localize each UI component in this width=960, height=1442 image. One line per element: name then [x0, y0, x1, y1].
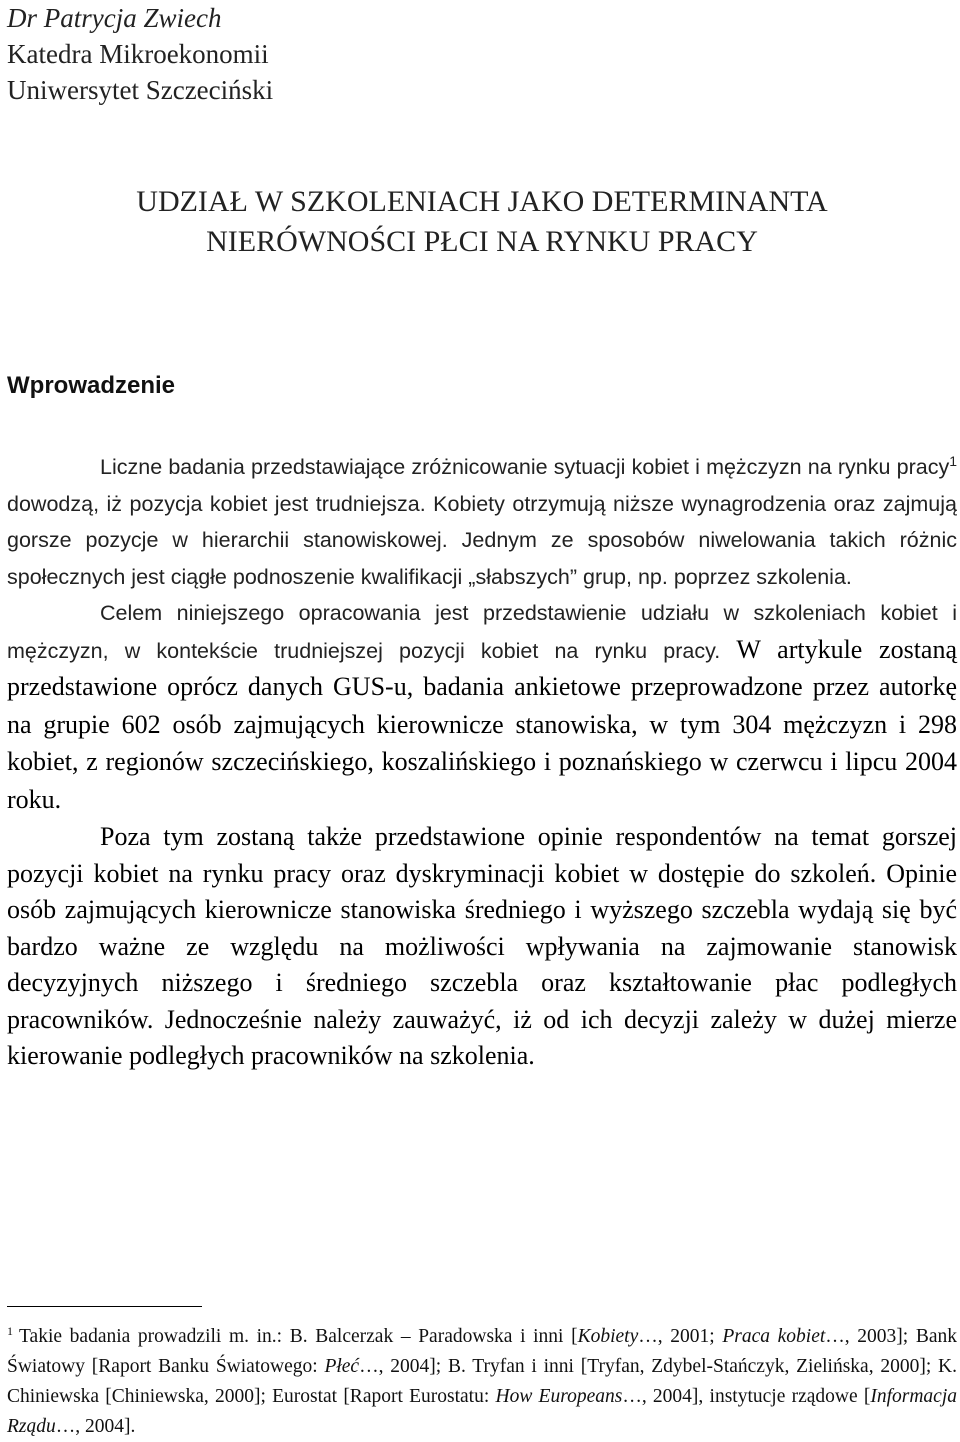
- department-name: Katedra Mikroekonomii: [7, 39, 269, 69]
- paper-title: [7, 182, 957, 262]
- body-text: [7, 449, 957, 1075]
- author-block: [7, 0, 957, 108]
- paragraph-2: [7, 595, 957, 819]
- footnote-divider: [7, 1306, 202, 1307]
- paper-title-line-2: NIERÓWNOŚCI PŁCI NA RYNKU PRACY: [206, 225, 758, 258]
- footnote-italic-1: Kobiety: [577, 1326, 639, 1347]
- footnote-text-3: …, 2003]; Bank Światowy [Raport Banku Światowego:: [7, 1326, 957, 1377]
- footnote-number: 1: [7, 1323, 13, 1338]
- footnote-reference: 1: [949, 452, 957, 469]
- footnote-text-4: …, 2004]; B. Tryfan i inni [Tryfan, Zdybel-Stańczyk, Zielińska, 2000]; K. Chiniewska [Chiniewska, 2000]; Eurostat [Raport Eurostatu:: [7, 1356, 958, 1407]
- footnote-italic-2: Praca kobiet: [722, 1326, 826, 1347]
- footnote-italic-3: Płeć: [324, 1356, 360, 1377]
- paper-title-line-1: UDZIAŁ W SZKOLENIACH JAKO DETERMINANTA: [136, 185, 828, 218]
- footnote-italic-4: How Europeans: [495, 1386, 623, 1407]
- paragraph-1-part-b: dowodzą, iż pozycja kobiet jest trudniejsza. Kobiety otrzymują niższe wynagrodzenia oraz zajmują gorsze pozycje w hierarchii stanowiskowej. Jednym ze sposobów niwelowania takich różnic społecznych jest ciągłe podnoszenie kwalifikacji „słabszych” grup, np. poprzez szkolenia.: [7, 491, 957, 589]
- author-name: Dr Patrycja Zwiech: [7, 3, 222, 33]
- paragraph-2-part-b: W artykule zostaną przedstawione oprócz danych GUS-u, badania ankietowe przeprowadzone przez autorkę na grupie 602 osób zajmujących kierownicze stanowiska, w tym 304 mężczyzn i 298 kobiet, z regionów szczecińskiego, koszalińskiego i poznańskiego w czerwcu i lipcu 2004 roku.: [7, 634, 958, 814]
- section-heading: Wprowadzenie: [7, 372, 176, 399]
- footnote-text-1: Takie badania prowadzili m. in.: B. Balcerzak – Paradowska i inni [: [19, 1326, 578, 1347]
- footnote-text-6: …, 2004].: [55, 1416, 136, 1437]
- paragraph-2-part-a: Celem niniejszego opracowania jest przedstawienie udziału w szkoleniach kobiet i mężczyzn, w kontekście trudniejszej pozycji kobiet na rynku pracy.: [7, 601, 957, 663]
- footnote-text-5: …, 2004], instytucje rządowe [: [622, 1386, 871, 1407]
- university-name: Uniwersytet Szczeciński: [7, 75, 274, 105]
- paragraph-1: [7, 449, 957, 595]
- footnote-text-2: …, 2001;: [638, 1326, 723, 1347]
- footnote-italic-5: Informacja Rządu: [7, 1386, 957, 1437]
- paragraph-1-part-a: Liczne badania przedstawiające zróżnicowanie sytuacji kobiet i mężczyzn na rynku pracy: [100, 455, 950, 479]
- document-page: [7, 0, 958, 1437]
- footnote: [7, 1322, 957, 1442]
- paragraph-3: Poza tym zostaną także przedstawione opinie respondentów na temat gorszej pozycji kobiet na rynku pracy oraz dyskryminacji kobiet w dostępie do szkoleń. Opinie osób zajmujących kierownicze stanowiska średniego i wyższego szczebla wydają się być bardzo ważne ze względu na możliwości wpływania na zajmowanie stanowisk decyzyjnych niższego i średniego szczebla oraz kształtowanie płac podległych pracowników. Jednocześnie należy zauważyć, iż od ich decyzji zależy w dużej mierze kierowanie podległych pracowników na szkolenia.: [7, 822, 957, 1070]
